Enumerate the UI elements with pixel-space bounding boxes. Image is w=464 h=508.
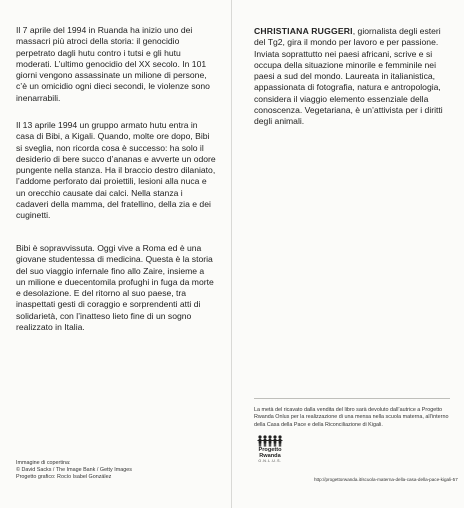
progetto-rwanda-logo bbox=[254, 435, 286, 464]
right-page bbox=[232, 0, 464, 508]
logo-subtitle: O.N.L.U.S. bbox=[258, 459, 282, 463]
photo-credit: © David Sacks / The Image Bank / Getty Images bbox=[16, 467, 132, 474]
left-page bbox=[0, 0, 231, 508]
survival-paragraph: Bibi è sopravvissuta. Oggi vive a Roma ed è una giovane studentessa di medicina. Questa è la storia del suo viaggio infernale fino allo Zaire, insieme a un milione e duecentomila profughi in fuga da morte e desolazione. E del ritorno al suo paese, tra inaspettati gesti di coraggio e sorprendenti atti di solidarietà, con l’inatteso lieto fine di un sogno realizzato in Italia. bbox=[16, 243, 214, 333]
charity-note: La metà del ricavato dalla vendita del libro sarà devoluto dall’autrice a Progetto Rwanda Onlus per la realizzazione di una mensa nella scuola materna, all’interno della Casa della Pace e della Riconciliazione di Kigali. bbox=[254, 407, 449, 428]
cover-credits bbox=[16, 460, 221, 482]
cover-image-label: Immagine di copertina: bbox=[16, 460, 71, 466]
children-figures-icon bbox=[257, 435, 283, 447]
author-bio bbox=[254, 26, 454, 128]
divider bbox=[254, 398, 450, 399]
intro-paragraph: Il 7 aprile del 1994 in Ruanda ha inizio uno dei massacri più atroci della storia: il genocidio perpetrato dagli hutu contro i tutsi e gli hutu moderati. L’ultimo genocidio del XX secolo. In 101 giorni vengono assassinate un milione di persone, c’è un omicidio ogni dieci secondi, le violenze sono inenarrabili. bbox=[16, 25, 210, 103]
design-credit: Progetto grafico: Rocío Isabel González bbox=[16, 474, 112, 481]
charity-url: http://progettorwanda.it/scuola-materna-della-casa-della-pace-kigali-57 bbox=[314, 477, 458, 482]
author-name: CHRISTIANA RUGGERI bbox=[254, 26, 353, 36]
logo-line-2: Rwanda bbox=[259, 453, 281, 459]
author-bio-text: , giornalista degli esteri del Tg2, gira il mondo per lavoro e per passione. Inviata soprattutto nei paesi africani, scrive e si occupa della situazione minorile e femminile nei paesi a sud del mondo. Laureata in italianistica, appassionata di fotografia, natura e antropologia, considera il viaggio elemento essenziale della conoscenza. Vegetariana, è un’attivista per i diritti degli animali. bbox=[254, 26, 443, 127]
logo-line-1: Progetto bbox=[258, 447, 282, 453]
story-paragraph: Il 13 aprile 1994 un gruppo armato hutu entra in casa di Bibi, a Kigali. Quando, molte ore dopo, Bibi si sveglia, non ricorda cosa è successo: ha solo il desiderio di bere succo d’ananas e avverte un odore pungente nella stanza. Ha il braccio destro dilaniato, l’addome perforato dai proiettili, lesioni alla nuca e un orecchio causate dai calci. Nella stanza i cadaveri della mamma, del fratellino, della zia e dei cuginetti. bbox=[16, 120, 216, 221]
